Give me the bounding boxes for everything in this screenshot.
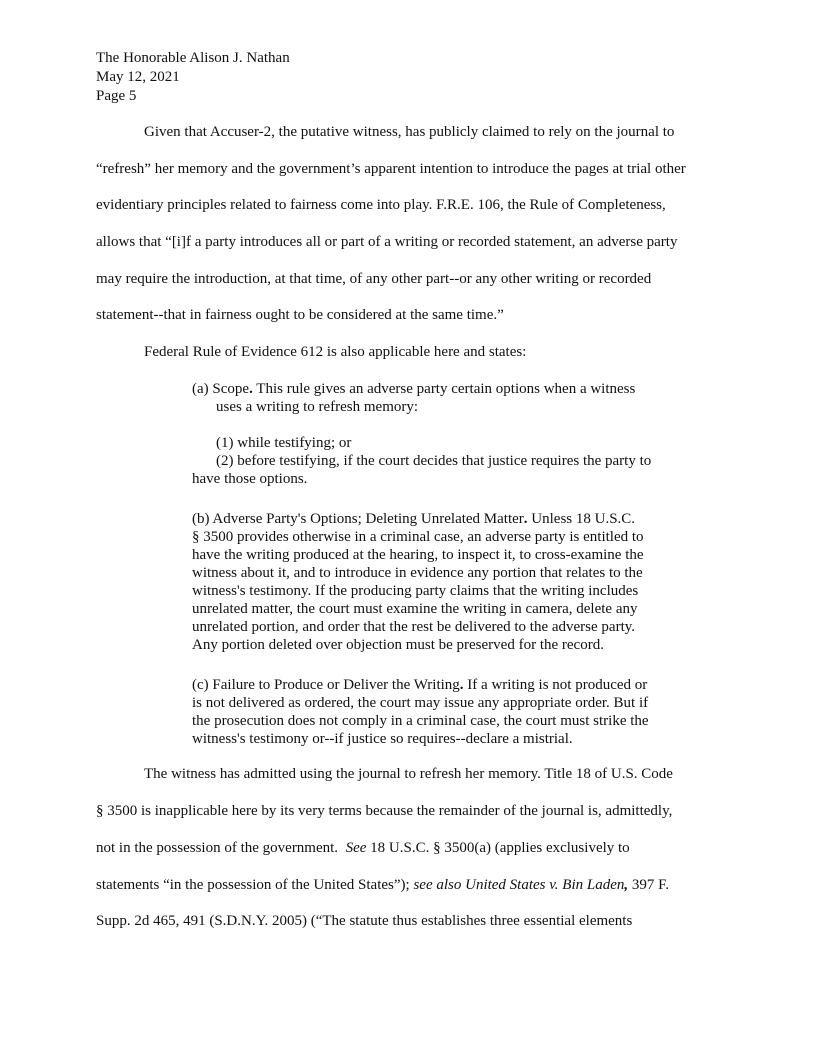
quote-a-item-2-line-2: have those options. [192, 471, 308, 487]
quote-a-item-1: (1) while testifying; or [216, 435, 352, 451]
quote-a-line-2: uses a writing to refresh memory: [216, 399, 419, 415]
quote-b-line: unrelated matter, the court must examine the writing in camera, delete any [192, 601, 638, 617]
quote-a-line-1 [192, 380, 672, 398]
paragraph-3-line-1: The witness has admitted using the journal to refresh her memory. Title 18 of U.S. Code [144, 766, 673, 782]
quote-b-line-1 [192, 510, 672, 528]
p3-line4-b: 397 F. [628, 877, 670, 893]
paragraph-1-line-3: evidentiary principles related to fairness come into play. F.R.E. 106, the Rule of Completeness, [96, 197, 666, 213]
quote-b-heading: (b) Adverse Party's Options; Deleting Unrelated Matter [192, 511, 524, 527]
citation-signal-see: See [345, 840, 367, 856]
quote-b-line: witness about it, and to introduce in evidence any portion that relates to the [192, 565, 643, 581]
paragraph-1-line-1: Given that Accuser-2, the putative witness, has publicly claimed to rely on the journal to [144, 124, 675, 140]
quote-a-punct: . [249, 381, 253, 397]
quote-c-line-1 [192, 676, 672, 694]
date-line: May 12, 2021 [96, 69, 180, 85]
p3-line3-a: not in the possession of the government. [96, 840, 346, 856]
quote-b-punct: . [523, 511, 528, 527]
quote-b-line: Any portion deleted over objection must be preserved for the record. [192, 637, 604, 653]
case-name-comma: , [624, 877, 629, 893]
case-name-bin-laden: see also United States v. Bin Laden [413, 877, 625, 893]
quote-a-label: (a) Scope [192, 381, 250, 397]
paragraph-1-line-5: may require the introduction, at that time, of any other part--or any other writing or recorded [96, 271, 652, 287]
p3-line3-b: 18 U.S.C. § 3500(a) (applies exclusively to [366, 840, 630, 856]
paragraph-1-line-2: “refresh” her memory and the government’s apparent intention to introduce the pages at trial other [96, 161, 686, 177]
quote-c-punct: . [459, 677, 464, 693]
quote-b-line: have the writing produced at the hearing, to inspect it, to cross-examine the [192, 547, 644, 563]
letter-header [96, 49, 290, 106]
paragraph-3-line-4 [96, 876, 669, 895]
p3-line4-a: statements “in the possession of the United States”); [96, 877, 414, 893]
paragraph-3-line-2: § 3500 is inapplicable here by its very terms because the remainder of the journal is, admittedly, [96, 803, 673, 819]
quote-a-line-1-rest: This rule gives an adverse party certain options when a witness [252, 381, 636, 397]
quote-b-line-1-rest: Unless 18 U.S.C. [527, 511, 636, 527]
quote-b-line: § 3500 provides otherwise in a criminal case, an adverse party is entitled to [192, 529, 644, 545]
quote-section-b [192, 510, 672, 654]
recipient-line: The Honorable Alison J. Nathan [96, 50, 290, 66]
quote-section-a [192, 380, 672, 488]
paragraph-3-line-5: Supp. 2d 465, 491 (S.D.N.Y. 2005) (“The statute thus establishes three essential elements [96, 913, 633, 929]
quote-a-item-2-line-1: (2) before testifying, if the court decides that justice requires the party to [216, 453, 652, 469]
quote-c-line: is not delivered as ordered, the court may issue any appropriate order. But if [192, 695, 649, 711]
quote-section-c [192, 676, 672, 748]
paragraph-3-line-3 [96, 839, 630, 858]
quote-b-line: witness's testimony. If the producing party claims that the writing includes [192, 583, 639, 599]
quote-b-line: unrelated portion, and order that the rest be delivered to the adverse party. [192, 619, 636, 635]
quote-c-line-1-rest: If a writing is not produced or [463, 677, 648, 693]
quote-c-line: witness's testimony or--if justice so requires--declare a mistrial. [192, 731, 573, 747]
paragraph-1-line-4: allows that “[i]f a party introduces all or part of a writing or recorded statement, an adverse party [96, 234, 678, 250]
page-number: Page 5 [96, 88, 137, 104]
quote-c-heading: (c) Failure to Produce or Deliver the Writing [192, 677, 460, 693]
paragraph-2: Federal Rule of Evidence 612 is also applicable here and states: [144, 344, 527, 360]
paragraph-1-line-6: statement--that in fairness ought to be considered at the same time.” [96, 307, 504, 323]
quote-c-line: the prosecution does not comply in a criminal case, the court must strike the [192, 713, 649, 729]
